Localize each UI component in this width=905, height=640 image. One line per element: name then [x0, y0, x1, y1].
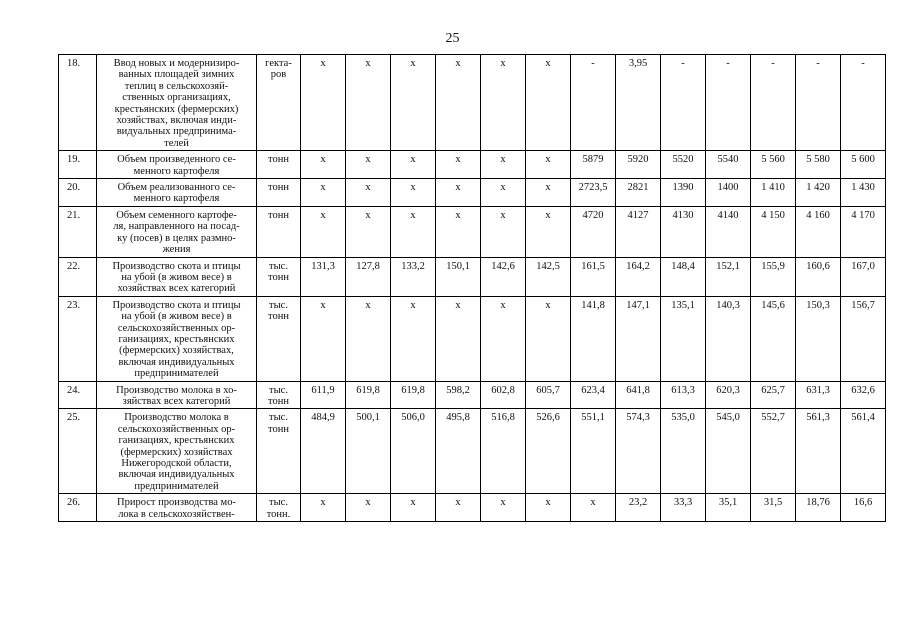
value-cell: х — [526, 206, 571, 257]
indicator-name-cell: Производство молока в сельскохозяйственных ор- ганизациях, крестьянских (фермерских) хозяйствах Нижегородской области, включая индивидуальных предпринимателей — [97, 409, 257, 494]
unit-cell: тыс. тонн — [257, 296, 301, 381]
value-cell: 611,9 — [301, 381, 346, 409]
row-number-cell: 21. — [59, 206, 97, 257]
unit-cell: тонн — [257, 179, 301, 207]
value-cell: - — [661, 55, 706, 151]
value-cell: 164,2 — [616, 257, 661, 296]
value-cell: х — [346, 494, 391, 522]
value-cell: х — [391, 206, 436, 257]
indicator-name-cell: Ввод новых и модернизиро- ванных площадей зимних теплиц в сельскохозяй- ственных организациях, крестьянских (фермерских) хозяйствах, включая инди- видуальных предпринима- телей — [97, 55, 257, 151]
value-cell: 619,8 — [391, 381, 436, 409]
value-cell: - — [841, 55, 886, 151]
value-cell: 152,1 — [706, 257, 751, 296]
value-cell: х — [526, 179, 571, 207]
value-cell: 150,1 — [436, 257, 481, 296]
value-cell: 1 420 — [796, 179, 841, 207]
indicator-name-cell: Объем семенного картофе- ля, направленного на посад- ку (посев) в целях размно- жения — [97, 206, 257, 257]
value-cell: 1400 — [706, 179, 751, 207]
row-number-cell: 22. — [59, 257, 97, 296]
value-cell: 127,8 — [346, 257, 391, 296]
value-cell: 5879 — [571, 151, 616, 179]
value-cell: х — [481, 151, 526, 179]
value-cell: х — [526, 296, 571, 381]
indicator-name-cell: Производство скота и птицы на убой (в живом весе) в сельскохозяйственных ор- ганизациях, крестьянских (фермерских) хозяйствах, включая индивидуальных предпринимателей — [97, 296, 257, 381]
value-cell: 140,3 — [706, 296, 751, 381]
value-cell: х — [481, 55, 526, 151]
table-row — [59, 151, 886, 179]
value-cell: 574,3 — [616, 409, 661, 494]
value-cell: 31,5 — [751, 494, 796, 522]
value-cell: х — [391, 494, 436, 522]
value-cell: 5 600 — [841, 151, 886, 179]
value-cell: 148,4 — [661, 257, 706, 296]
value-cell: 1390 — [661, 179, 706, 207]
table-row — [59, 296, 886, 381]
page-number: 25 — [445, 31, 460, 46]
value-cell: 4720 — [571, 206, 616, 257]
value-cell: х — [346, 55, 391, 151]
value-cell: х — [436, 296, 481, 381]
unit-cell: тыс. тонн — [257, 257, 301, 296]
value-cell: 561,3 — [796, 409, 841, 494]
value-cell: х — [301, 206, 346, 257]
table-row — [59, 409, 886, 494]
value-cell: 623,4 — [571, 381, 616, 409]
value-cell: 5520 — [661, 151, 706, 179]
value-cell: - — [706, 55, 751, 151]
unit-cell: тыс. тонн. — [257, 494, 301, 522]
value-cell: 1 410 — [751, 179, 796, 207]
unit-cell: тонн — [257, 151, 301, 179]
value-cell: 131,3 — [301, 257, 346, 296]
value-cell: 18,76 — [796, 494, 841, 522]
value-cell: х — [391, 179, 436, 207]
row-number-cell: 18. — [59, 55, 97, 151]
value-cell: 495,8 — [436, 409, 481, 494]
value-cell: 632,6 — [841, 381, 886, 409]
value-cell: х — [301, 151, 346, 179]
value-cell: 145,6 — [751, 296, 796, 381]
value-cell: х — [526, 55, 571, 151]
value-cell: х — [436, 206, 481, 257]
value-cell: х — [436, 494, 481, 522]
value-cell: 631,3 — [796, 381, 841, 409]
value-cell: 484,9 — [301, 409, 346, 494]
value-cell: 598,2 — [436, 381, 481, 409]
value-cell: 167,0 — [841, 257, 886, 296]
value-cell: 2723,5 — [571, 179, 616, 207]
value-cell: х — [301, 179, 346, 207]
table-row — [59, 55, 886, 151]
value-cell: 16,6 — [841, 494, 886, 522]
value-cell: 620,3 — [706, 381, 751, 409]
value-cell: х — [301, 296, 346, 381]
value-cell: х — [571, 494, 616, 522]
value-cell: 156,7 — [841, 296, 886, 381]
value-cell: х — [481, 494, 526, 522]
value-cell: 2821 — [616, 179, 661, 207]
table-row — [59, 257, 886, 296]
value-cell: 641,8 — [616, 381, 661, 409]
value-cell: х — [436, 179, 481, 207]
value-cell: 4 160 — [796, 206, 841, 257]
unit-cell: тыс. тонн — [257, 381, 301, 409]
value-cell: х — [526, 151, 571, 179]
row-number-cell: 23. — [59, 296, 97, 381]
value-cell: 551,1 — [571, 409, 616, 494]
value-cell: 142,5 — [526, 257, 571, 296]
value-cell: 5920 — [616, 151, 661, 179]
value-cell: х — [481, 296, 526, 381]
value-cell: 4 150 — [751, 206, 796, 257]
value-cell: - — [796, 55, 841, 151]
value-cell: 23,2 — [616, 494, 661, 522]
value-cell: - — [571, 55, 616, 151]
value-cell: х — [346, 179, 391, 207]
value-cell: 4 170 — [841, 206, 886, 257]
value-cell: х — [436, 151, 481, 179]
value-cell: х — [346, 151, 391, 179]
value-cell: х — [301, 55, 346, 151]
row-number-cell: 26. — [59, 494, 97, 522]
value-cell: х — [481, 179, 526, 207]
value-cell: х — [301, 494, 346, 522]
unit-cell: тонн — [257, 206, 301, 257]
indicator-name-cell: Прирост производства мо- лока в сельскохозяйствен- — [97, 494, 257, 522]
value-cell: 161,5 — [571, 257, 616, 296]
unit-cell: гекта- ров — [257, 55, 301, 151]
value-cell: х — [346, 296, 391, 381]
value-cell: 35,1 — [706, 494, 751, 522]
value-cell: 625,7 — [751, 381, 796, 409]
value-cell: 516,8 — [481, 409, 526, 494]
value-cell: 613,3 — [661, 381, 706, 409]
value-cell: х — [526, 494, 571, 522]
table-row — [59, 494, 886, 522]
value-cell: 1 430 — [841, 179, 886, 207]
row-number-cell: 25. — [59, 409, 97, 494]
indicator-name-cell: Объем произведенного се- менного картофеля — [97, 151, 257, 179]
value-cell: 142,6 — [481, 257, 526, 296]
value-cell: 33,3 — [661, 494, 706, 522]
row-number-cell: 19. — [59, 151, 97, 179]
value-cell: х — [436, 55, 481, 151]
value-cell: 150,3 — [796, 296, 841, 381]
value-cell: 3,95 — [616, 55, 661, 151]
value-cell: 5 580 — [796, 151, 841, 179]
value-cell: х — [391, 55, 436, 151]
indicator-name-cell: Производство молока в хо- зяйствах всех категорий — [97, 381, 257, 409]
value-cell: х — [391, 296, 436, 381]
value-cell: 155,9 — [751, 257, 796, 296]
value-cell: х — [391, 151, 436, 179]
value-cell: х — [481, 206, 526, 257]
row-number-cell: 20. — [59, 179, 97, 207]
value-cell: 602,8 — [481, 381, 526, 409]
value-cell: 4140 — [706, 206, 751, 257]
value-cell: 535,0 — [661, 409, 706, 494]
value-cell: 135,1 — [661, 296, 706, 381]
value-cell: 545,0 — [706, 409, 751, 494]
indicators-table — [58, 54, 886, 522]
value-cell: 506,0 — [391, 409, 436, 494]
table-row — [59, 179, 886, 207]
value-cell: - — [751, 55, 796, 151]
table-row — [59, 381, 886, 409]
value-cell: 5540 — [706, 151, 751, 179]
value-cell: 605,7 — [526, 381, 571, 409]
value-cell: 160,6 — [796, 257, 841, 296]
value-cell: х — [346, 206, 391, 257]
value-cell: 561,4 — [841, 409, 886, 494]
value-cell: 141,8 — [571, 296, 616, 381]
value-cell: 4127 — [616, 206, 661, 257]
value-cell: 4130 — [661, 206, 706, 257]
value-cell: 526,6 — [526, 409, 571, 494]
value-cell: 5 560 — [751, 151, 796, 179]
row-number-cell: 24. — [59, 381, 97, 409]
indicator-name-cell: Производство скота и птицы на убой (в живом весе) в хозяйствах всех категорий — [97, 257, 257, 296]
value-cell: 500,1 — [346, 409, 391, 494]
value-cell: 133,2 — [391, 257, 436, 296]
value-cell: 552,7 — [751, 409, 796, 494]
indicator-name-cell: Объем реализованного се- менного картофеля — [97, 179, 257, 207]
value-cell: 619,8 — [346, 381, 391, 409]
table-row — [59, 206, 886, 257]
value-cell: 147,1 — [616, 296, 661, 381]
unit-cell: тыс. тонн — [257, 409, 301, 494]
